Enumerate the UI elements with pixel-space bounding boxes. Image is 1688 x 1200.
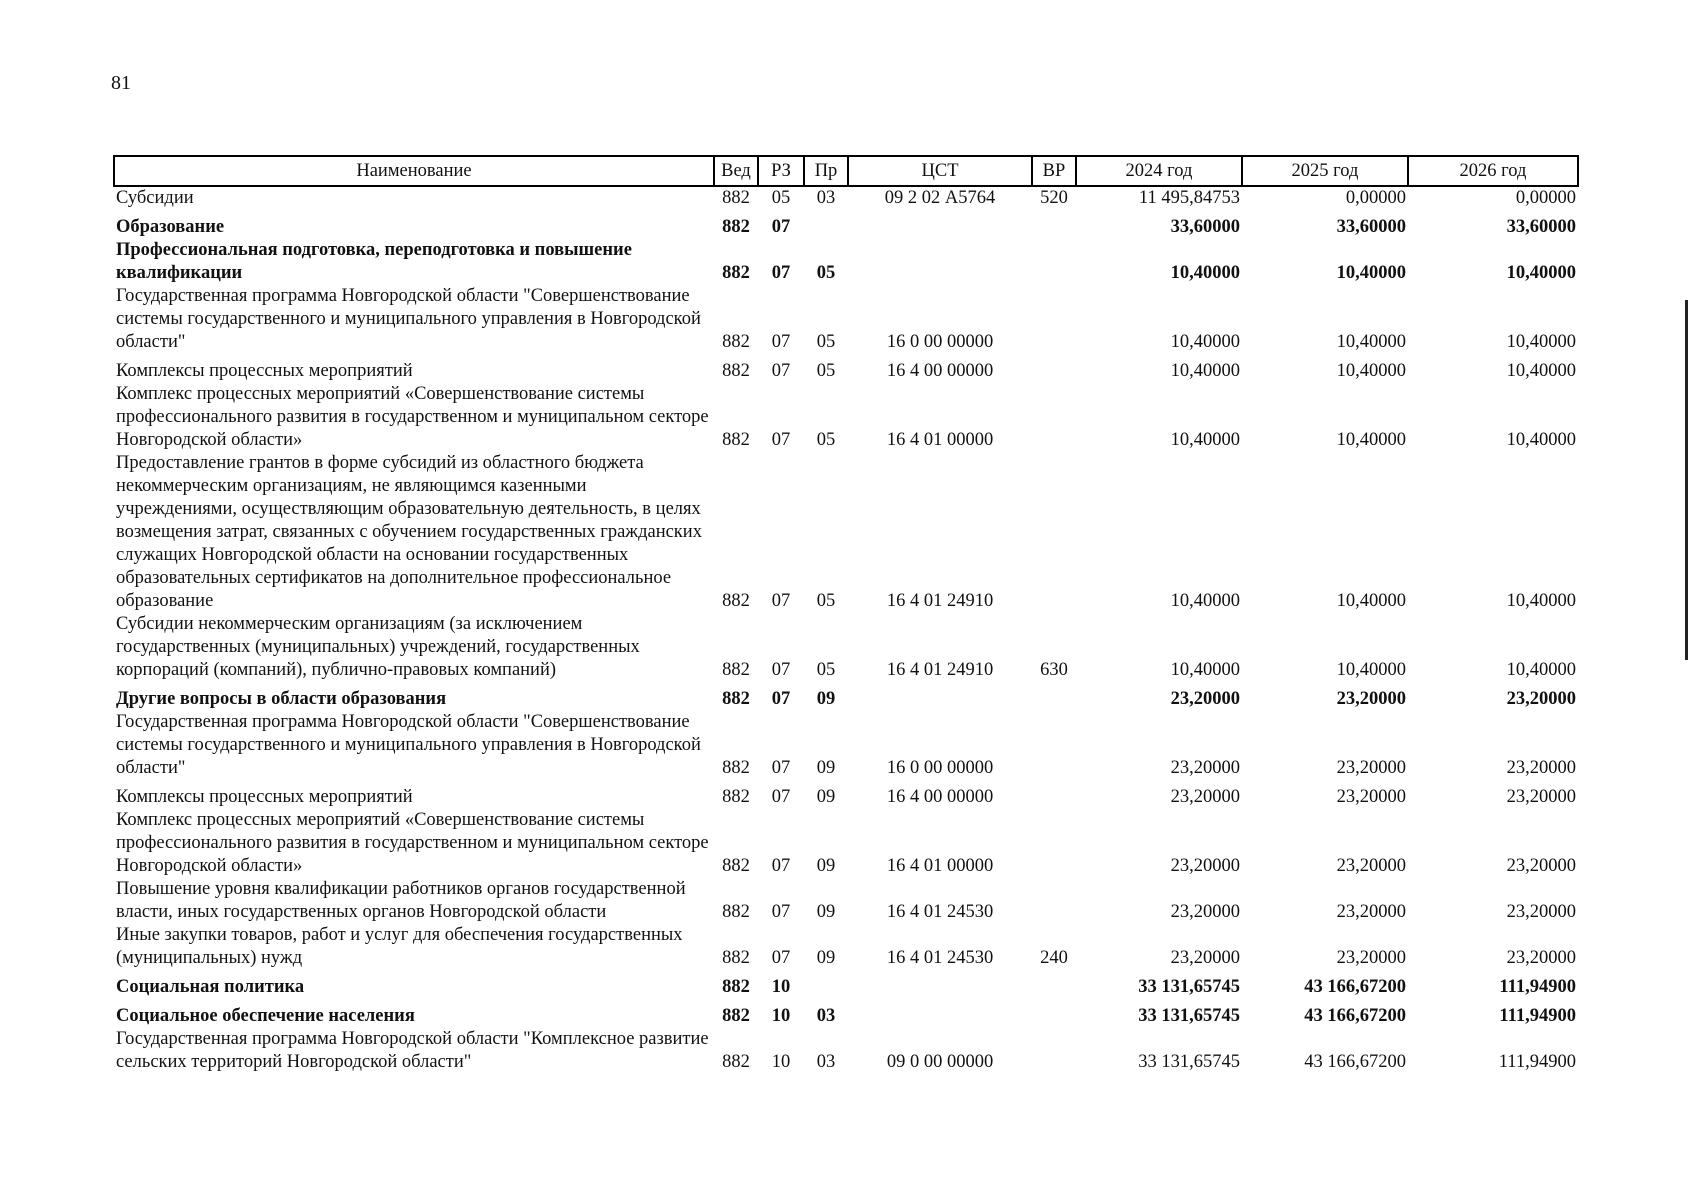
cell-cst: 16 4 00 00000 <box>886 787 994 807</box>
table-row <box>114 711 1578 780</box>
cell-cst: 09 0 00 00000 <box>886 1052 994 1072</box>
cell-2026: 10,40000 <box>1506 660 1576 680</box>
cell-rz: 07 <box>771 689 791 709</box>
cell-cst: 16 4 01 24530 <box>886 902 994 922</box>
cell-rz: 07 <box>771 217 791 237</box>
cell-vr <box>1032 780 1076 809</box>
cell-vr: 630 <box>1040 660 1068 680</box>
budget-table <box>113 155 1579 1074</box>
table-row <box>114 878 1578 924</box>
cell-rz: 07 <box>771 430 791 450</box>
cell-cst <box>848 970 1032 999</box>
cell-rz: 07 <box>771 787 791 807</box>
cell-2025: 23,20000 <box>1336 689 1406 709</box>
cell-name: Комплекс процессных мероприятий «Совершенствование системы профессионального развития в государственном и муниципальном секторе Новгородской области» <box>116 384 709 450</box>
cell-rz: 07 <box>771 856 791 876</box>
cell-2024: 10,40000 <box>1170 591 1240 611</box>
cell-rz: 07 <box>771 332 791 352</box>
cell-2026: 33,60000 <box>1506 217 1576 237</box>
cell-ved: 882 <box>722 977 750 997</box>
cell-name: Государственная программа Новгородской области "Комплексное развитие сельских территорий Новгородской области" <box>116 1029 709 1072</box>
cell-name: Повышение уровня квалификации работников органов государственной власти, иных государственных органов Новгородской области <box>116 879 686 922</box>
cell-2024: 10,40000 <box>1170 430 1240 450</box>
cell-cst: 16 4 01 24530 <box>886 948 994 968</box>
table-row <box>114 924 1578 970</box>
header-2024: 2024 год <box>1076 156 1242 186</box>
cell-name: Социальная политика <box>116 977 305 997</box>
cell-2024: 11 495,84753 <box>1138 188 1240 208</box>
cell-2026: 23,20000 <box>1506 758 1576 778</box>
cell-2024: 23,20000 <box>1170 787 1240 807</box>
cell-2025: 10,40000 <box>1336 361 1406 381</box>
header-2026: 2026 год <box>1408 156 1578 186</box>
cell-pr: 05 <box>816 263 836 283</box>
cell-ved: 882 <box>722 758 750 778</box>
cell-pr: 05 <box>816 660 836 680</box>
cell-rz: 07 <box>771 758 791 778</box>
cell-rz: 07 <box>771 660 791 680</box>
cell-name: Комплекс процессных мероприятий «Совершенствование системы профессионального развития в государственном и муниципальном секторе Новгородской области» <box>116 810 709 876</box>
cell-2026: 23,20000 <box>1506 787 1576 807</box>
cell-2024: 23,20000 <box>1170 758 1240 778</box>
cell-2024: 33 131,65745 <box>1138 1006 1240 1026</box>
cell-vr <box>1032 239 1076 285</box>
cell-cst <box>848 210 1032 239</box>
table-row <box>114 613 1578 682</box>
cell-pr: 03 <box>816 188 836 208</box>
cell-rz: 10 <box>771 1052 791 1072</box>
cell-vr <box>1032 1028 1076 1074</box>
header-rz: РЗ <box>758 156 804 186</box>
cell-2026: 23,20000 <box>1506 856 1576 876</box>
cell-vr: 520 <box>1040 188 1068 208</box>
cell-cst: 16 4 00 00000 <box>886 361 994 381</box>
cell-name: Субсидии <box>116 188 194 208</box>
cell-cst <box>848 999 1032 1028</box>
cell-pr: 03 <box>816 1052 836 1072</box>
cell-2026: 111,94900 <box>1498 1052 1576 1072</box>
cell-ved: 882 <box>722 263 750 283</box>
cell-name: Субсидии некоммерческим организациям (за исключением государственных (муниципальных) учреждений, государственных корпораций (компаний), публично-правовых компаний) <box>116 614 640 680</box>
cell-pr: 05 <box>816 591 836 611</box>
table-row <box>114 285 1578 354</box>
cell-cst <box>848 239 1032 285</box>
cell-2025: 10,40000 <box>1336 332 1406 352</box>
cell-rz: 05 <box>771 188 791 208</box>
cell-pr: 05 <box>816 430 836 450</box>
cell-ved: 882 <box>722 591 750 611</box>
table-row <box>114 1028 1578 1074</box>
cell-2024: 10,40000 <box>1170 263 1240 283</box>
cell-name: Образование <box>116 217 225 237</box>
cell-name: Профессиональная подготовка, переподготовка и повышение квалификации <box>116 240 632 283</box>
cell-name: Государственная программа Новгородской области "Совершенствование системы государственного и муниципального управления в Новгородской области" <box>116 286 701 352</box>
cell-cst: 16 0 00 00000 <box>886 758 994 778</box>
cell-vr <box>1032 210 1076 239</box>
table-row <box>114 186 1578 210</box>
table-row <box>114 999 1578 1028</box>
cell-2024: 10,40000 <box>1170 332 1240 352</box>
table-row <box>114 210 1578 239</box>
cell-ved: 882 <box>722 902 750 922</box>
cell-pr: 05 <box>816 332 836 352</box>
cell-ved: 882 <box>722 856 750 876</box>
cell-2025: 23,20000 <box>1336 856 1406 876</box>
header-name: Наименование <box>114 156 714 186</box>
cell-2024: 23,20000 <box>1170 948 1240 968</box>
cell-vr <box>1032 682 1076 711</box>
cell-ved: 882 <box>722 188 750 208</box>
cell-2025: 23,20000 <box>1336 758 1406 778</box>
table-header <box>114 156 1578 186</box>
cell-vr <box>1032 711 1076 780</box>
cell-2026: 23,20000 <box>1506 689 1576 709</box>
cell-2025: 10,40000 <box>1336 591 1406 611</box>
cell-name: Социальное обеспечение населения <box>116 1006 415 1026</box>
cell-2024: 33,60000 <box>1170 217 1240 237</box>
cell-name: Предоставление грантов в форме субсидий из областного бюджета некоммерческим организациям, не являющимся казенными учреждениями, осуществляющим образовательную деятельность, в целях возмещения затрат, связанных с обучением государственных гражданских служащих Новгородской области на основании государственных образовательных сертификатов на дополнительное профессиональное образование <box>116 453 702 611</box>
cell-vr <box>1032 878 1076 924</box>
table-row <box>114 780 1578 809</box>
cell-ved: 882 <box>722 1006 750 1026</box>
cell-2026: 23,20000 <box>1506 902 1576 922</box>
cell-ved: 882 <box>722 1052 750 1072</box>
header-cst: ЦСТ <box>848 156 1032 186</box>
table-row <box>114 452 1578 613</box>
cell-cst: 16 4 01 00000 <box>886 856 994 876</box>
cell-pr: 09 <box>816 856 836 876</box>
cell-2025: 10,40000 <box>1336 660 1406 680</box>
cell-2024: 10,40000 <box>1170 660 1240 680</box>
cell-pr: 09 <box>816 948 836 968</box>
cell-vr <box>1032 285 1076 354</box>
cell-2025: 33,60000 <box>1336 217 1406 237</box>
cell-pr: 09 <box>816 758 836 778</box>
header-pr: Пр <box>804 156 848 186</box>
header-vr: ВР <box>1032 156 1076 186</box>
cell-2026: 111,94900 <box>1499 1006 1576 1026</box>
cell-pr <box>804 210 848 239</box>
cell-rz: 10 <box>771 1006 791 1026</box>
cell-2024: 10,40000 <box>1170 361 1240 381</box>
cell-vr <box>1032 999 1076 1028</box>
cell-2025: 43 166,67200 <box>1304 1052 1406 1072</box>
table-row <box>114 354 1578 383</box>
cell-2025: 10,40000 <box>1336 263 1406 283</box>
cell-pr <box>804 970 848 999</box>
cell-cst: 16 4 01 24910 <box>886 660 994 680</box>
cell-vr <box>1032 354 1076 383</box>
table-row <box>114 239 1578 285</box>
cell-2025: 23,20000 <box>1336 902 1406 922</box>
cell-2026: 0,00000 <box>1515 188 1576 208</box>
table-row <box>114 809 1578 878</box>
cell-cst: 16 4 01 00000 <box>886 430 994 450</box>
cell-2026: 10,40000 <box>1506 591 1576 611</box>
cell-rz: 07 <box>771 902 791 922</box>
cell-cst: 16 4 01 24910 <box>886 591 994 611</box>
budget-table-container <box>113 155 1577 1074</box>
cell-vr <box>1032 809 1076 878</box>
header-ved: Вед <box>714 156 758 186</box>
cell-2024: 23,20000 <box>1170 902 1240 922</box>
cell-pr: 09 <box>816 902 836 922</box>
cell-pr: 03 <box>816 1006 836 1026</box>
cell-vr: 240 <box>1040 948 1068 968</box>
cell-rz: 10 <box>771 977 791 997</box>
cell-ved: 882 <box>722 660 750 680</box>
cell-ved: 882 <box>722 217 750 237</box>
cell-ved: 882 <box>722 361 750 381</box>
cell-name: Другие вопросы в области образования <box>116 689 447 709</box>
cell-2025: 43 166,67200 <box>1304 977 1406 997</box>
cell-cst: 16 0 00 00000 <box>886 332 994 352</box>
cell-ved: 882 <box>722 332 750 352</box>
cell-name: Комплексы процессных мероприятий <box>116 361 413 381</box>
cell-pr: 09 <box>816 689 836 709</box>
cell-name: Государственная программа Новгородской области "Совершенствование системы государственного и муниципального управления в Новгородской области" <box>116 712 701 778</box>
cell-name: Комплексы процессных мероприятий <box>116 787 413 807</box>
table-body <box>114 186 1578 1074</box>
cell-rz: 07 <box>771 263 791 283</box>
cell-ved: 882 <box>722 787 750 807</box>
cell-2026: 10,40000 <box>1506 361 1576 381</box>
cell-2024: 33 131,65745 <box>1138 977 1240 997</box>
cell-2026: 23,20000 <box>1506 948 1576 968</box>
cell-pr: 09 <box>816 787 836 807</box>
cell-2026: 10,40000 <box>1506 332 1576 352</box>
cell-2026: 111,94900 <box>1499 977 1576 997</box>
cell-2025: 23,20000 <box>1336 948 1406 968</box>
cell-cst <box>848 682 1032 711</box>
cell-ved: 882 <box>722 430 750 450</box>
cell-rz: 07 <box>771 948 791 968</box>
cell-vr <box>1032 970 1076 999</box>
table-row <box>114 970 1578 999</box>
cell-2025: 10,40000 <box>1336 430 1406 450</box>
cell-pr: 05 <box>816 361 836 381</box>
cell-2024: 23,20000 <box>1170 856 1240 876</box>
cell-name: Иные закупки товаров, работ и услуг для обеспечения государственных (муниципальных) нужд <box>116 925 683 968</box>
table-row <box>114 682 1578 711</box>
cell-ved: 882 <box>722 948 750 968</box>
cell-2024: 23,20000 <box>1170 689 1240 709</box>
page-number: 81 <box>111 72 131 94</box>
cell-vr <box>1032 452 1076 613</box>
cell-2026: 10,40000 <box>1506 430 1576 450</box>
cell-cst: 09 2 02 А5764 <box>884 188 996 208</box>
cell-2026: 10,40000 <box>1506 263 1576 283</box>
cell-2024: 33 131,65745 <box>1138 1052 1240 1072</box>
cell-ved: 882 <box>722 689 750 709</box>
table-row <box>114 383 1578 452</box>
cell-rz: 07 <box>771 361 791 381</box>
cell-rz: 07 <box>771 591 791 611</box>
cell-2025: 43 166,67200 <box>1304 1006 1406 1026</box>
cell-2025: 0,00000 <box>1345 188 1406 208</box>
cell-2025: 23,20000 <box>1336 787 1406 807</box>
cell-vr <box>1032 383 1076 452</box>
header-2025: 2025 год <box>1242 156 1408 186</box>
